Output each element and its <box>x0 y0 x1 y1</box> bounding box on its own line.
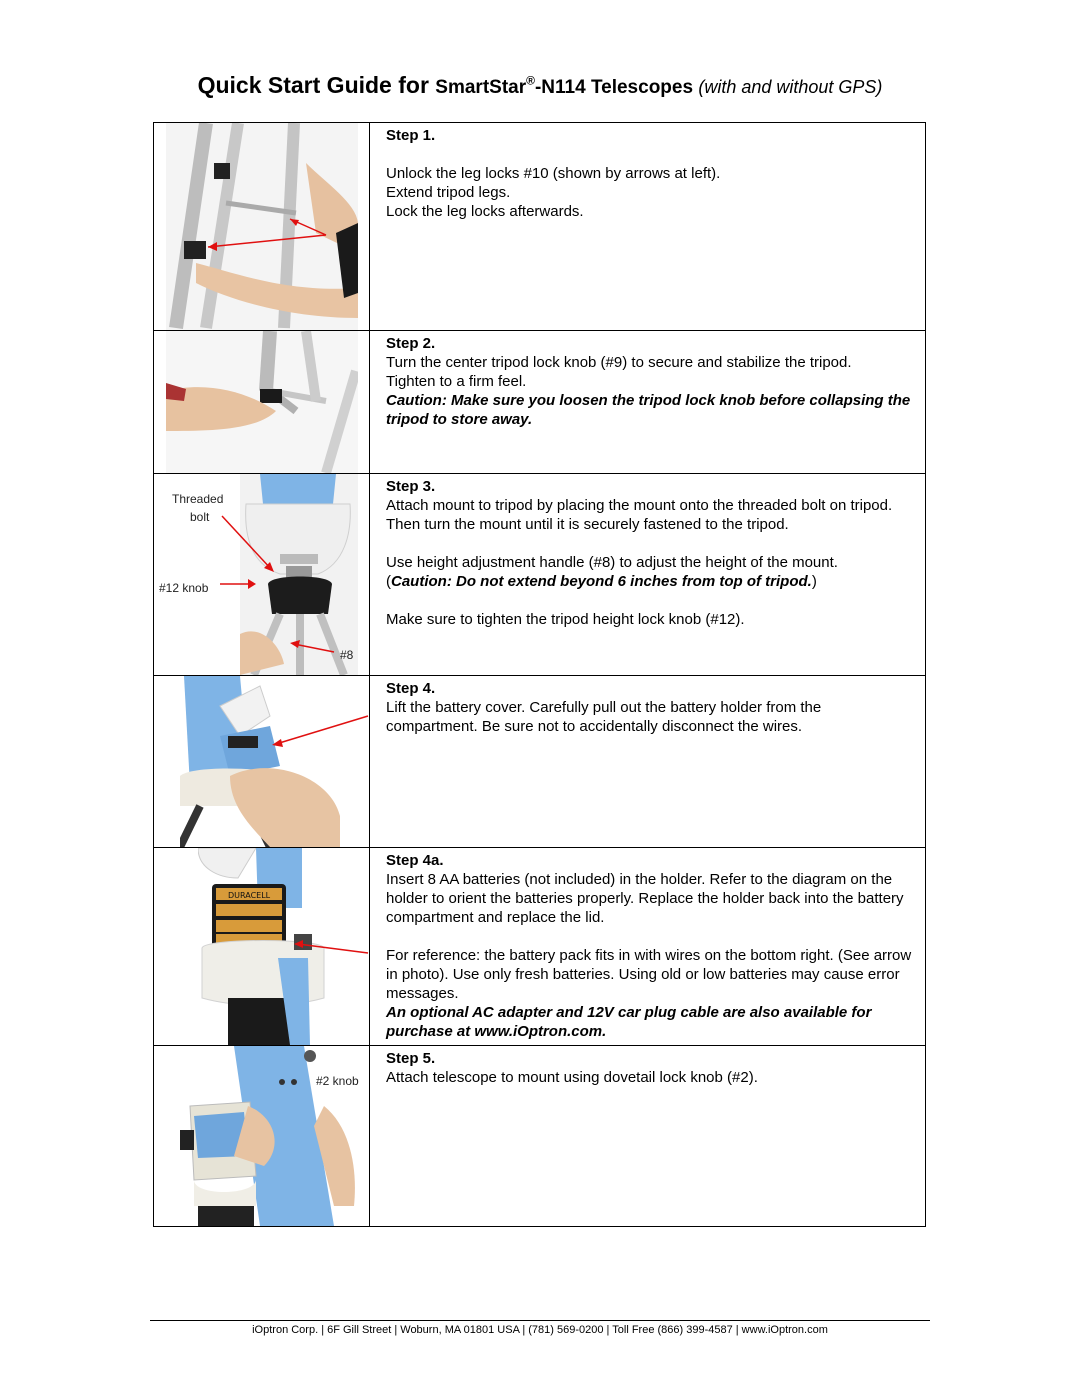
step-5-photo-cell <box>154 1046 370 1227</box>
step-2-heading: Step 2. <box>386 335 436 352</box>
step-2-line-1: Turn the center tripod lock knob (#9) to secure and stabilize the tripod. <box>386 354 852 371</box>
knob2-label: #2 knob <box>316 1074 359 1088</box>
step-3-caution-line <box>386 572 917 591</box>
step-2-photo-cell <box>154 331 370 474</box>
step-3-arrows <box>154 474 369 676</box>
page-footer: iOptron Corp. | 6F Gill Street | Woburn, MA 01801 USA | (781) 569-0200 | Toll Free (866) 399-4587 | www.iOptron.com <box>252 1324 828 1336</box>
handle8-label: #8 <box>340 648 354 662</box>
step-4-text <box>370 676 926 848</box>
step-4a-note: An optional AC adapter and 12V car plug cable are also available for purchase at www.iOptron.com. <box>386 1004 872 1040</box>
step-1-row <box>154 123 926 331</box>
step-1-photo-cell <box>154 123 370 331</box>
step-3-photo-cell <box>154 474 370 676</box>
step-5-heading: Step 5. <box>386 1050 436 1067</box>
threaded-label: Threaded <box>172 492 224 506</box>
step-1-arrows <box>154 123 369 331</box>
footer-divider <box>150 1320 930 1321</box>
step-3-row <box>154 474 926 676</box>
step-1-line-2: Extend tripod legs. <box>386 184 511 201</box>
step-2-caution: Caution: Make sure you loosen the tripod lock knob before collapsing the tripod to store away. <box>386 392 911 428</box>
step-4-photo-cell <box>154 676 370 848</box>
knob12-label: #12 knob <box>159 581 209 595</box>
steps-table <box>153 122 926 1227</box>
title-reg-mark: ® <box>526 73 535 88</box>
step-3-caution: Caution: Do not extend beyond 6 inches from top of tripod. <box>391 573 812 590</box>
title-brand: SmartStar <box>435 77 527 98</box>
step-5-text <box>370 1046 926 1227</box>
title-subtitle: (with and without GPS) <box>698 77 883 97</box>
caution-close-paren: ) <box>811 573 817 590</box>
step-3-para-1: Attach mount to tripod by placing the mount onto the threaded bolt on tripod. Then turn the mount until it is securely fastened to the tripod. <box>386 497 893 533</box>
bolt-label: bolt <box>190 510 210 524</box>
step-3-heading: Step 3. <box>386 478 436 495</box>
step-4-row <box>154 676 926 848</box>
step-1-line-1: Unlock the leg locks #10 (shown by arrows at left). <box>386 165 721 182</box>
step-3-para-2: Use height adjustment handle (#8) to adjust the height of the mount. <box>386 554 838 571</box>
step-4a-photo-cell <box>154 848 370 1046</box>
step-2-line-2: Tighten to a firm feel. <box>386 373 527 390</box>
page-title <box>0 72 1080 99</box>
title-model: -N114 Telescopes <box>534 77 699 98</box>
step-4a-para-2: For reference: the battery pack fits in with wires on the bottom right. (See arrow in photo). Use only fresh batteries. Using old or low batteries may cause error messages. <box>386 947 912 1002</box>
step-1-text <box>370 123 926 331</box>
step-5-row <box>154 1046 926 1227</box>
step-4a-row <box>154 848 926 1046</box>
step-3-text <box>370 474 926 676</box>
tripod-center-knob-photo <box>166 331 358 473</box>
step-1-line-3: Lock the leg locks afterwards. <box>386 203 584 220</box>
step-2-row <box>154 331 926 474</box>
step-2-text <box>370 331 926 474</box>
step-4a-arrow <box>154 848 369 1046</box>
step-4a-text <box>370 848 926 1046</box>
step-4-heading: Step 4. <box>386 680 436 697</box>
title-main: Quick Start Guide for <box>197 72 436 98</box>
step-3-para-3: Make sure to tighten the tripod height lock knob (#12). <box>386 611 745 628</box>
step-4a-para-1: Insert 8 AA batteries (not included) in the holder. Refer to the diagram on the holder to orient the batteries properly. Replace the holder back into the battery compartment and replace the lid. <box>386 871 904 926</box>
step-4-para-1: Lift the battery cover. Carefully pull out the battery holder from the compartment. Be sure not to accidentally disconnect the wires. <box>386 699 822 735</box>
step-4a-heading: Step 4a. <box>386 852 444 869</box>
step-5-para-1: Attach telescope to mount using dovetail lock knob (#2). <box>386 1069 758 1086</box>
step-1-heading: Step 1. <box>386 127 436 144</box>
step-4-arrow <box>154 676 369 848</box>
caution-open-paren: ( <box>386 573 391 590</box>
battery-brand: DURACELL <box>228 891 271 900</box>
